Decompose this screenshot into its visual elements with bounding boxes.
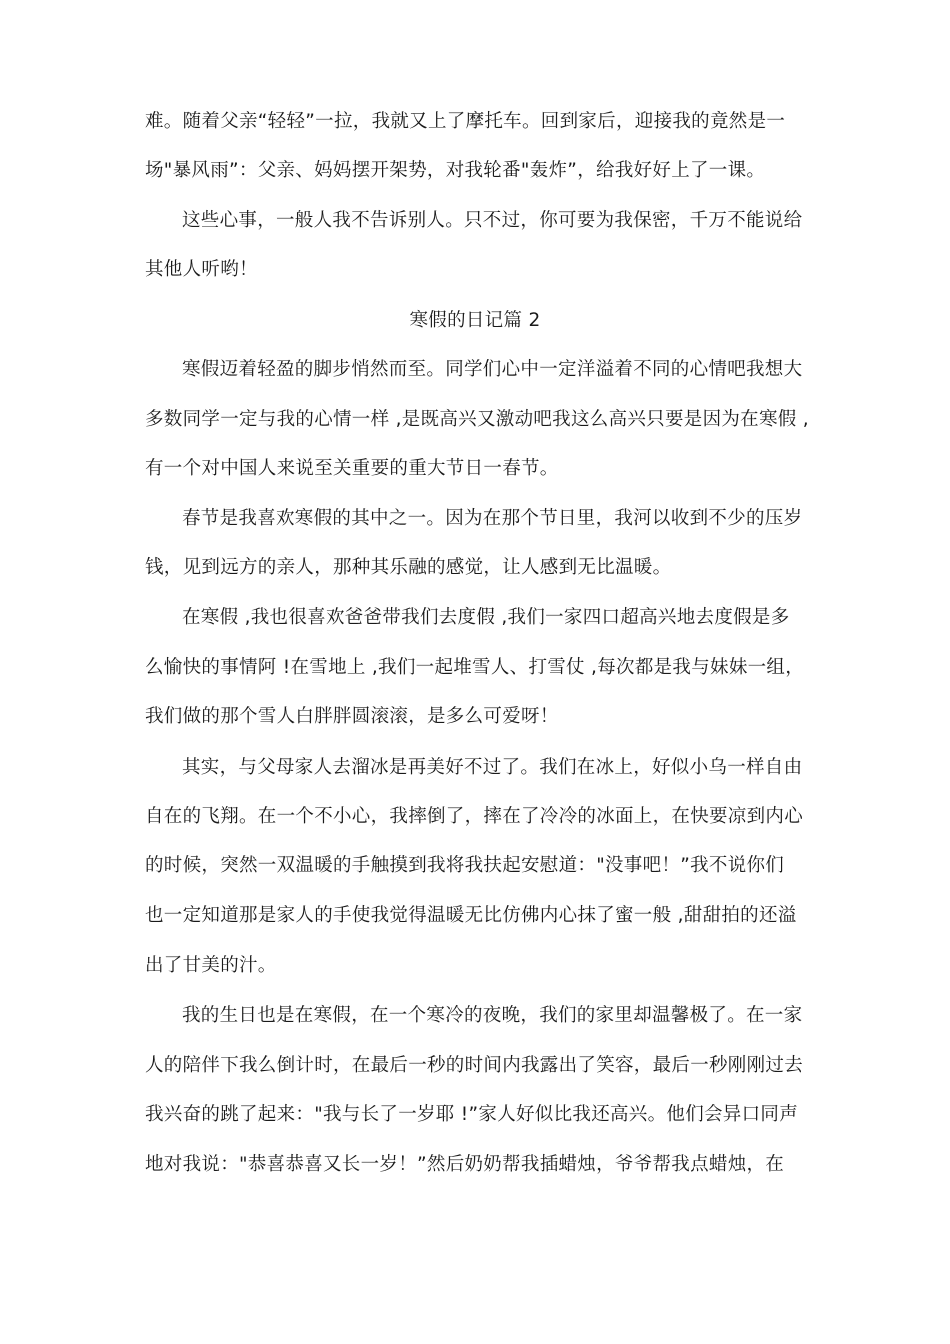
- text-line: 也一定知道那是家人的手使我觉得温暖无比仿佛内心抹了蜜一般 ,甜甜拍的还溢: [145, 905, 797, 926]
- text-line: 出了甘美的汁。: [145, 955, 277, 976]
- paragraph-start-line: 其实，与父母家人去溜冰是再美好不过了。我们在冰上，好似小乌一样自由: [182, 757, 803, 778]
- paragraph-start-line: 在寒假 ,我也很喜欢爸爸带我们去度假 ,我们一家四口超高兴地去度假是多: [182, 607, 790, 628]
- text-line: 我们做的那个雪人白胖胖圆滚滚，是多么可爱呀！: [145, 706, 559, 727]
- text-line: 钱，见到远方的亲人，那种其乐融的感觉，让人感到无比温暖。: [145, 557, 672, 578]
- paragraph-start-line: 这些心事，一般人我不告诉别人。只不过，你可要为我保密，千万不能说给: [182, 210, 803, 231]
- text-line: 的时候，突然一双温暖的手触摸到我将我扶起安慰道："没事吧！”我不说你们: [145, 855, 785, 876]
- text-line: 么愉快的事情阿 !在雪地上 ,我们一起堆雪人、打雪仗 ,每次都是我与妹妹一组，: [145, 657, 805, 678]
- text-line: 难。随着父亲“轻轻”一拉，我就又上了摩托车。回到家后，迎接我的竟然是一: [145, 111, 786, 132]
- text-line: 地对我说："恭喜恭喜又长一岁！”然后奶奶帮我插蜡烛，爷爷帮我点蜡烛，在: [145, 1154, 785, 1175]
- text-line: 场"暴风雨”：父亲、妈妈摆开架势，对我轮番"轰炸”，给我好好上了一课。: [145, 160, 766, 181]
- paragraph-start-line: 春节是我喜欢寒假的其中之一。因为在那个节日里，我河以收到不少的压岁: [182, 508, 803, 529]
- paragraph-start-line: 我的生日也是在寒假，在一个寒冷的夜晚，我们的家里却温馨极了。在一家: [182, 1005, 803, 1026]
- text-line: 人的陪伴下我么倒计时，在最后一秒的时间内我露出了笑容，最后一秒刚刚过去: [145, 1055, 804, 1076]
- text-line: 我兴奋的跳了起来："我与长了一岁耶 !”家人好似比我还高兴。他们会异口同声: [145, 1104, 798, 1125]
- text-line: 多数同学一定与我的心情一样 ,是既高兴又激动吧我这么高兴只要是因为在寒假 ,: [145, 409, 809, 430]
- text-line: 其他人听哟！: [145, 259, 258, 280]
- text-line: 自在的飞翔。在一个不小心，我摔倒了，摔在了冷冷的冰面上，在快要凉到内心: [145, 806, 804, 827]
- paragraph-start-line: 寒假迈着轻盈的脚步悄然而至。同学们心中一定洋溢着不同的心情吧我想大: [182, 359, 803, 380]
- text-line: 有一个对中国人来说至关重要的重大节日一春节。: [145, 458, 559, 479]
- section-title: 寒假的日记篇 2: [409, 310, 541, 331]
